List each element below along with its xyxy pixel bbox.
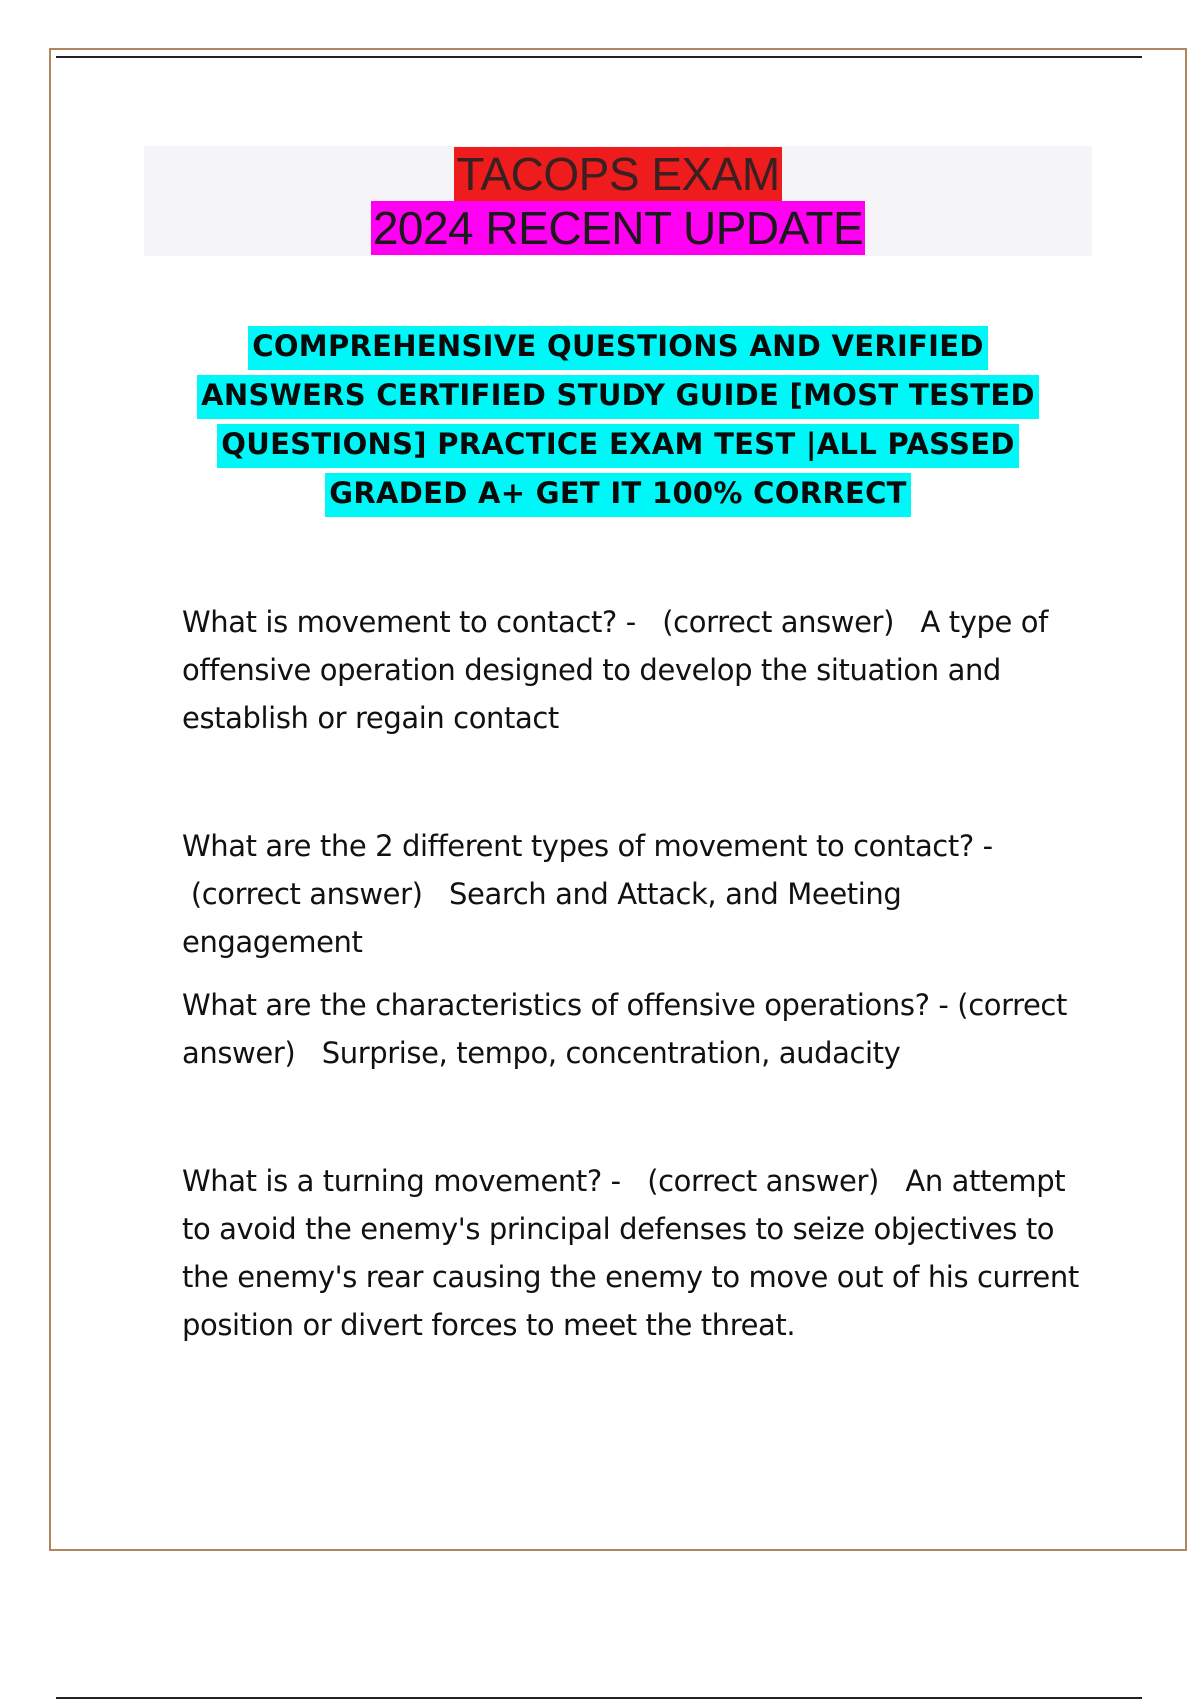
answer-text: An attempt to avoid the enemy's principal defenses to seize objectives to the enemy's rear causing the enemy to move out of his current position or divert forces to meet the threat. (182, 1164, 1079, 1342)
subtitle-line: QUESTIONS] PRACTICE EXAM TEST |ALL PASSED (217, 424, 1018, 468)
subtitle-line: ANSWERS CERTIFIED STUDY GUIDE [MOST TESTED (197, 375, 1039, 419)
qa-item (182, 981, 1082, 1077)
answer-text: A type of offensive operation designed to develop the situation and establish or regain contact (182, 605, 1048, 735)
subtitle-line: GRADED A+ GET IT 100% CORRECT (325, 473, 911, 517)
top-rule (56, 56, 1142, 58)
question-text: What is a turning movement? - (182, 1164, 621, 1198)
title-line-2: 2024 RECENT UPDATE (372, 202, 864, 254)
answer-marker: (correct answer) (647, 1164, 879, 1198)
subtitle-line: COMPREHENSIVE QUESTIONS AND VERIFIED (248, 326, 987, 370)
answer-marker: (correct answer) (190, 877, 423, 911)
question-text: What are the 2 different types of movement to contact? - (182, 829, 993, 863)
qa-item (182, 1157, 1082, 1349)
answer-marker: (correct answer) (662, 605, 894, 639)
question-text: What is movement to contact? - (182, 605, 636, 639)
qa-item (182, 598, 1082, 742)
bottom-rule (56, 1697, 1142, 1699)
subtitle-block (150, 322, 1086, 518)
answer-marker: (correct answer) (182, 988, 1067, 1070)
question-text: What are the characteristics of offensive operations? - (182, 988, 949, 1022)
title-line-1: TACOPS EXAM (456, 148, 780, 200)
answer-text: Surprise, tempo, concentration, audacity (321, 1036, 901, 1070)
qa-item (182, 822, 1082, 966)
title-band (144, 146, 1092, 256)
answer-text: Search and Attack, and Meeting engagement (182, 877, 902, 959)
